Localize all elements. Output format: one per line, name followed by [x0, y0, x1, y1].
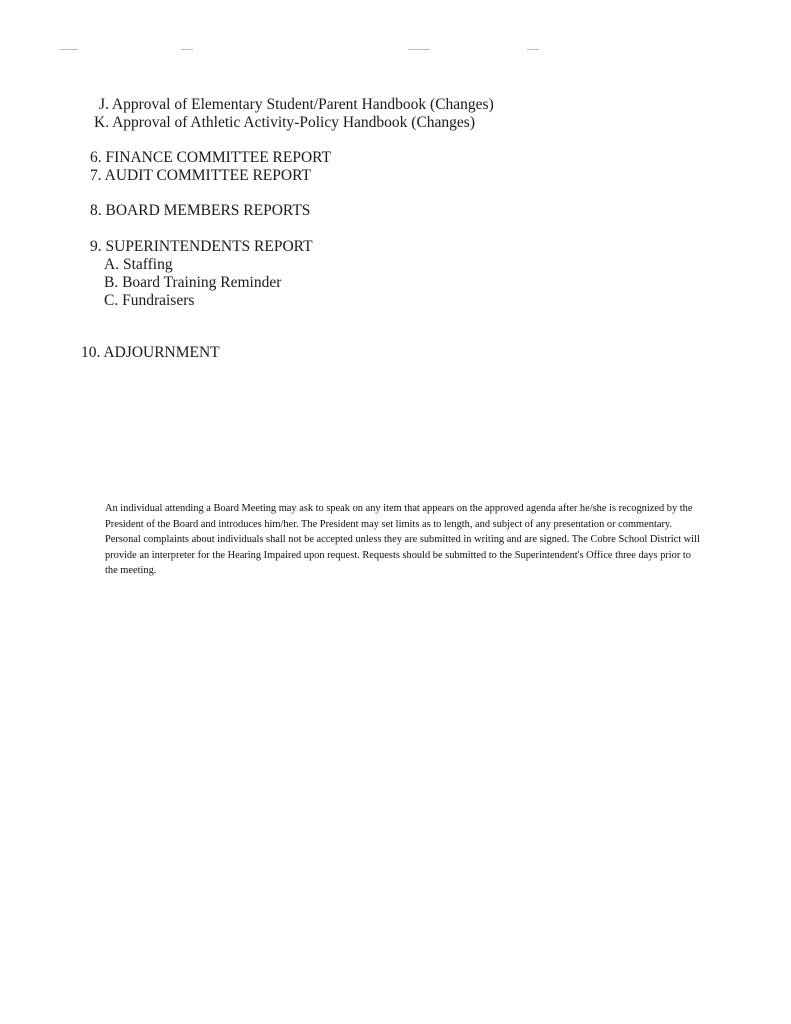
scan-artifact-line: [408, 49, 430, 50]
agenda-item-6: 6. FINANCE COMMITTEE REPORT: [90, 149, 332, 166]
agenda-subitem-9a: A. Staffing: [104, 256, 173, 273]
agenda-item-7: 7. AUDIT COMMITTEE REPORT: [90, 167, 311, 184]
public-comment-notice: An individual attending a Board Meeting may ask to speak on any item that appears on the approved agenda after he/she is recognized by the President of the Board and introduces him/her. The President may set limits as to length, and subject of any presentation or commentary. Personal complaints about individuals shall not be accepted unless they are submitted in writing and are signed. The Cobre School District will provide an interpreter for the Hearing Impaired upon request. Requests should be submitted to the Superintendent's Office three days prior to the meeting.: [105, 503, 700, 577]
agenda-item-k: K. Approval of Athletic Activity-Policy Handbook (Changes): [94, 114, 475, 131]
agenda-subitem-9c: C. Fundraisers: [104, 292, 195, 309]
agenda-subitem-9b: B. Board Training Reminder: [104, 274, 282, 291]
scan-artifact-line: [527, 49, 539, 50]
agenda-item-j: J. Approval of Elementary Student/Parent Handbook (Changes): [99, 96, 494, 113]
scan-artifact-line: [60, 49, 78, 50]
agenda-item-8: 8. BOARD MEMBERS REPORTS: [90, 202, 311, 219]
agenda-item-9: 9. SUPERINTENDENTS REPORT: [90, 238, 313, 255]
agenda-item-10: 10. ADJOURNMENT: [81, 344, 220, 361]
scan-artifact-line: [181, 49, 193, 50]
